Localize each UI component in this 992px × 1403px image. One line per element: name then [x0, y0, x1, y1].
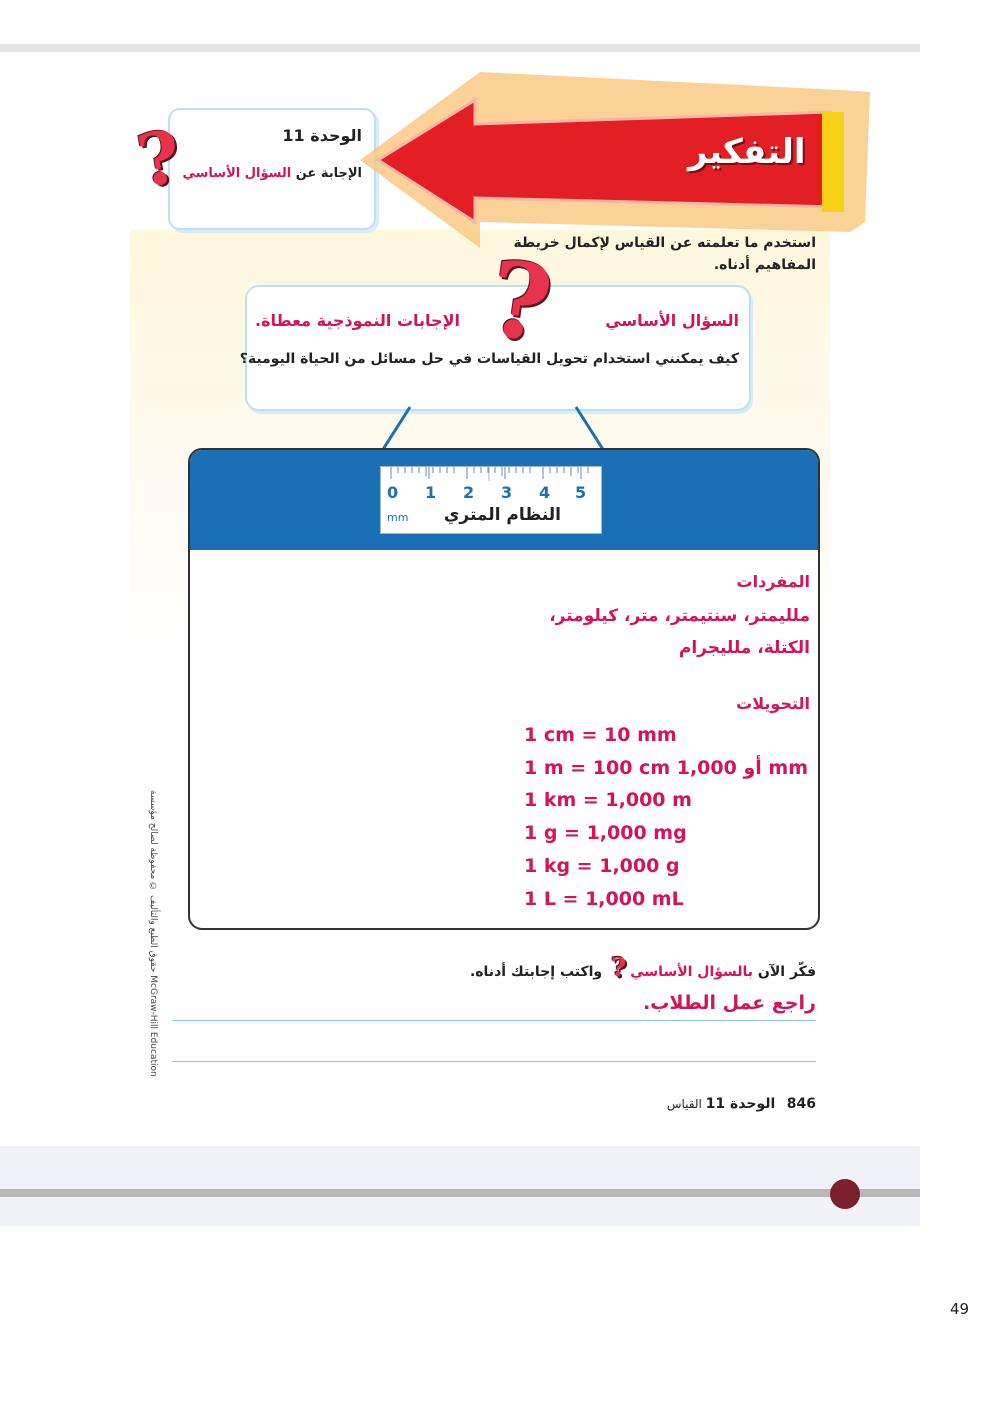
conversion-item: 1 km = 1,000 m: [524, 789, 692, 811]
ruler-number: 2: [463, 483, 475, 502]
conversions-heading: التحويلات: [736, 694, 810, 713]
ruler-number: 3: [501, 483, 513, 502]
vocabulary-heading: المفردات: [736, 572, 810, 591]
unit-subtitle: [182, 166, 362, 181]
think-highlight: بالسؤال الأساسي: [630, 964, 754, 980]
page-marker-dot: [830, 1179, 860, 1209]
model-answers-note: الإجابات النموذجية معطاة.: [255, 311, 460, 330]
unit-subtitle-highlight: السؤال الأساسي: [182, 166, 292, 181]
unit-label-box: [168, 108, 376, 230]
copyright-note: حقوق الطبع والتأليف © محفوظة لصالح مؤسسة McGraw-Hill Education: [148, 790, 158, 1077]
ruler-graphic: [380, 466, 602, 534]
vocabulary-line: ملليمتر، سنتيمتر، متر، كيلومتر،: [549, 606, 810, 626]
conversion-item: 1 m = 100 cm أو 1,000 mm: [524, 757, 808, 779]
unit-subtitle-prefix: الإجابة عن: [291, 166, 362, 181]
conversion-item: 1 L = 1,000 mL: [524, 888, 684, 910]
ruler-number: 4: [539, 483, 551, 502]
intro-text: استخدم ما تعلمته عن القياس لإكمال خريطة المفاهيم أدناه.: [513, 235, 816, 273]
conversion-item: 1 cm = 10 mm: [524, 724, 677, 746]
essential-question-text: كيف يمكنني استخدام تحويل القياسات في حل مسائل من الحياة اليومية؟: [239, 351, 739, 367]
unit-title: الوحدة 11: [282, 126, 362, 145]
ruler-number: 1: [425, 483, 437, 502]
think-suffix: واكتب إجابتك أدناه.: [469, 964, 608, 980]
conversion-item: 1 kg = 1,000 g: [524, 855, 680, 877]
answer-line: [172, 1061, 816, 1062]
page-footer: [667, 1096, 816, 1112]
footer-topic: القياس: [666, 1097, 702, 1111]
connector-line-right: [576, 407, 604, 451]
top-divider: [0, 44, 920, 52]
banner-arrow-tail: [822, 112, 844, 212]
ruler-ticks: [381, 467, 601, 481]
conversion-item: 1 g = 1,000 mg: [524, 822, 687, 844]
question-mark-icon: ?: [481, 236, 560, 367]
banner-title: التفكير: [688, 132, 806, 172]
ruler-number: 0: [387, 483, 399, 502]
answer-line: [172, 1020, 816, 1021]
question-mark-icon: ?: [130, 112, 188, 205]
essential-question-label: السؤال الأساسي: [605, 311, 739, 330]
bottom-bar: [0, 1189, 920, 1197]
think-prompt: [470, 953, 816, 983]
bottom-band: [0, 1146, 920, 1226]
footer-unit: الوحدة 11: [705, 1096, 776, 1112]
footer-page-number: 846: [786, 1096, 816, 1112]
metric-system-header: [190, 450, 818, 550]
think-prefix: فكّر الآن: [753, 964, 816, 980]
metric-system-box: [188, 448, 820, 930]
page-number: 49: [950, 1300, 970, 1318]
metric-system-title: النظام المتري: [443, 505, 561, 525]
question-mark-icon: ?: [611, 953, 627, 983]
vocabulary-line: الكتلة، ملليجرام: [678, 638, 810, 658]
ruler-unit: mm: [387, 511, 409, 524]
connector-line-left: [382, 407, 410, 451]
answer-text: راجع عمل الطلاب.: [643, 992, 816, 1014]
ruler-number: 5: [575, 483, 587, 502]
